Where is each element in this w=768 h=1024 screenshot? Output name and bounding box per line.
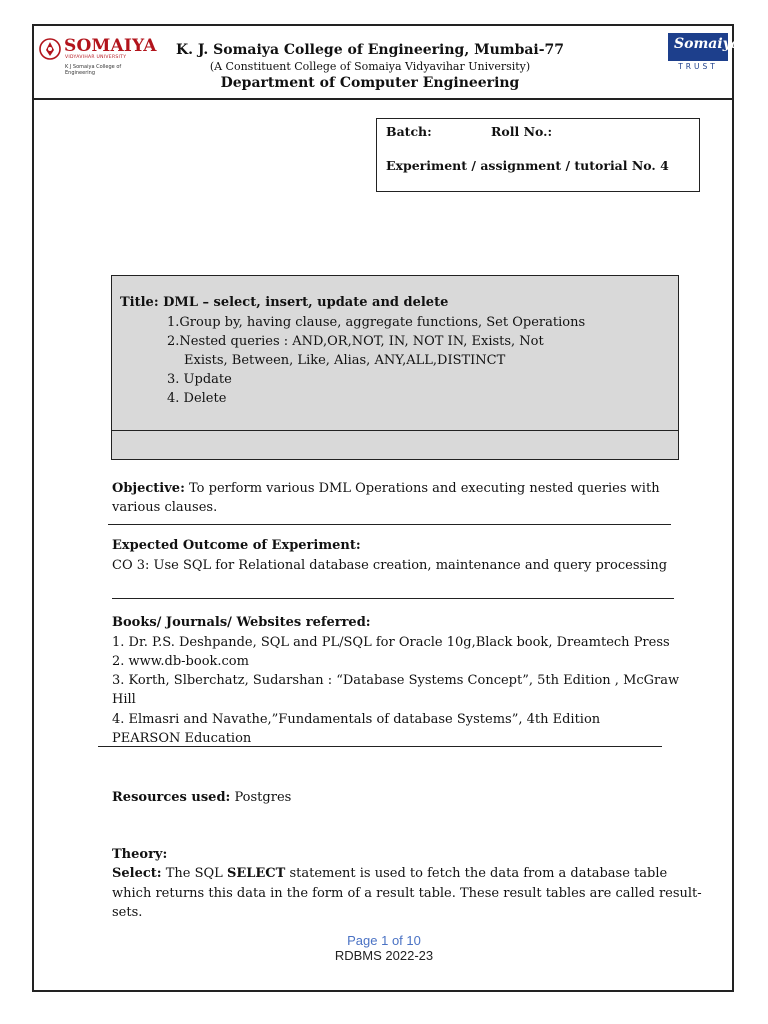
trust-logo-background bbox=[668, 33, 740, 61]
brand-college: K J Somaiya College of Engineering bbox=[65, 64, 122, 76]
section-rule bbox=[108, 524, 671, 525]
section-rule bbox=[112, 598, 674, 599]
resources-label: Resources used: bbox=[112, 790, 231, 805]
seal-icon bbox=[38, 36, 62, 64]
college-subtitle: (A Constituent College of Somaiya Vidyavihar University) bbox=[209, 60, 531, 73]
title-item: Exists, Between, Like, Alias, ANY,ALL,DISTINCT bbox=[184, 353, 506, 368]
experiment-number: Experiment / assignment / tutorial No. 4 bbox=[386, 158, 669, 173]
title-item: 1.Group by, having clause, aggregate functions, Set Operations bbox=[167, 315, 586, 330]
objective-text: To perform various DML Operations and executing nested queries with bbox=[184, 481, 660, 496]
theory-text: which returns this data in the form of a result table. These result tables are called result- bbox=[112, 886, 702, 901]
department-name: Department of Computer Engineering bbox=[220, 75, 520, 91]
title-item: 2.Nested queries : AND,OR,NOT, IN, NOT IN, Exists, Not bbox=[167, 334, 544, 349]
title-item: 3. Update bbox=[167, 372, 232, 387]
brand-name: SOMAIYA bbox=[64, 36, 157, 56]
course-footer: RDBMS 2022-23 bbox=[334, 948, 434, 963]
select-label: Select: bbox=[112, 866, 162, 881]
book-item: 2. www.db-book.com bbox=[112, 654, 249, 669]
select-text-pre: The SQL bbox=[161, 866, 227, 881]
title-item: 4. Delete bbox=[167, 391, 227, 406]
page-number: Page 1 of 10 bbox=[347, 933, 421, 948]
theory-label: Theory: bbox=[112, 847, 168, 862]
select-text-post: statement is used to fetch the data from a database table bbox=[285, 866, 668, 881]
book-item: 3. Korth, Slberchatz, Sudarshan : “Database Systems Concept”, 5th Edition , McGraw bbox=[112, 673, 680, 688]
batch-label: Batch: bbox=[386, 124, 432, 139]
outcome-text: CO 3: Use SQL for Relational database creation, maintenance and query processing bbox=[112, 558, 668, 573]
objective-line bbox=[112, 479, 660, 498]
roll-number-label: Roll No.: bbox=[491, 124, 553, 139]
book-item: 1. Dr. P.S. Deshpande, SQL and PL/SQL for Oracle 10g,Black book, Dreamtech Press bbox=[112, 635, 670, 650]
theory-select-line bbox=[112, 864, 667, 883]
objective-label: Objective: bbox=[112, 481, 185, 496]
experiment-title: Title: DML – select, insert, update and delete bbox=[120, 295, 449, 310]
somaiya-trust-logo bbox=[668, 33, 740, 73]
section-rule bbox=[98, 746, 662, 747]
resources-line bbox=[112, 788, 291, 807]
books-label: Books/ Journals/ Websites referred: bbox=[112, 615, 371, 630]
brand-subtitle: VIDYAVIHAR UNIVERSITY bbox=[65, 55, 127, 60]
somaiya-university-logo bbox=[38, 34, 157, 76]
book-item: Hill bbox=[112, 692, 136, 707]
select-keyword: SELECT bbox=[226, 866, 286, 881]
resources-text: Postgres bbox=[230, 790, 292, 805]
trust-word: TRUST bbox=[678, 62, 718, 71]
outcome-label: Expected Outcome of Experiment: bbox=[112, 538, 361, 553]
college-name: K. J. Somaiya College of Engineering, Mumbai-77 bbox=[175, 42, 565, 58]
book-item: 4. Elmasri and Navathe,”Fundamentals of database Systems”, 4th Edition bbox=[112, 712, 601, 727]
title-box-divider bbox=[111, 430, 679, 431]
theory-text: sets. bbox=[112, 905, 143, 920]
trust-script: Somaiya bbox=[674, 36, 740, 52]
objective-text-continued: various clauses. bbox=[112, 500, 218, 515]
book-item: PEARSON Education bbox=[112, 731, 252, 746]
